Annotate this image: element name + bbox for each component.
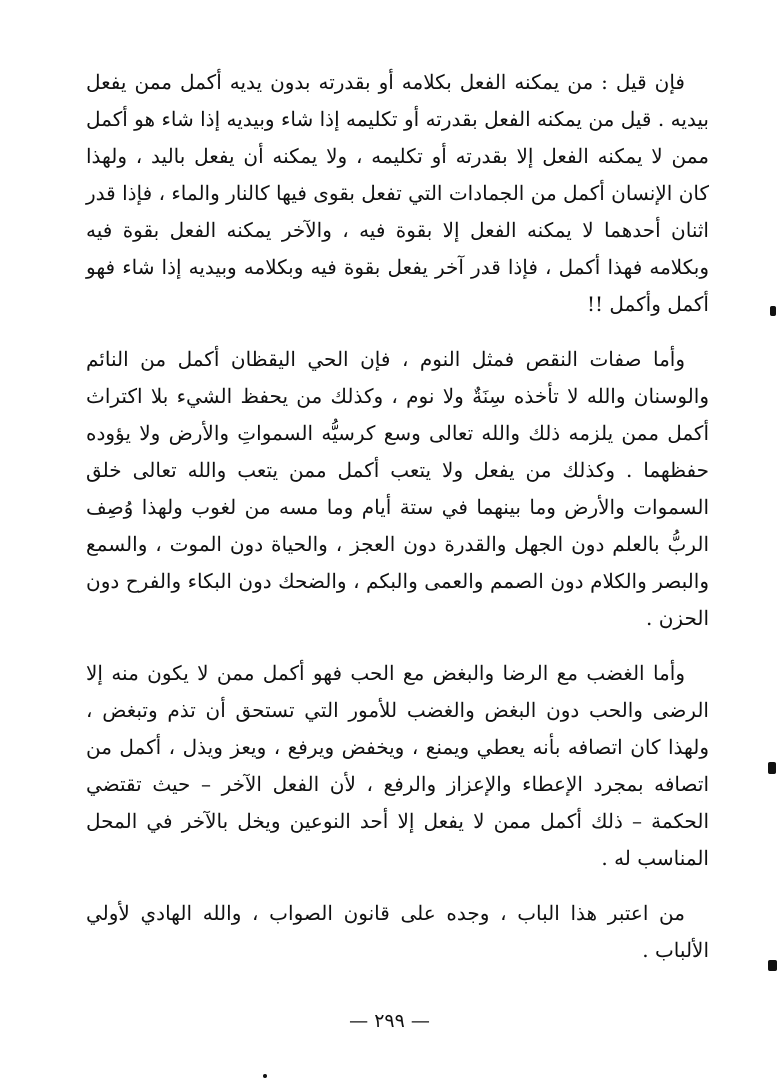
- scan-mark: [770, 306, 776, 316]
- page-number: — ٢٩٩ —: [349, 1010, 430, 1032]
- main-text: [86, 64, 709, 987]
- paragraph-3: وأما الغضب مع الرضا والبغض مع الحب فهو أكمل ممن لا يكون منه إلا الرضى والحب دون البغض والغضب للأمور التي تستحق أن تذم وتبغض ، ولهذا كان اتصافه بأنه يعطي ويمنع ، ويخفض ويرفع ، ويعز ويذل ، أكمل من اتصافه بمجرد الإعطاء والإعزاز والرفع ، لأن الفعل الآخر – حيث تقتضي الحكمة – ذلك أكمل ممن لا يفعل إلا أحد النوعين ويخل بالآخر في المحل المناسب له .: [86, 661, 709, 870]
- scan-mark: [768, 762, 776, 774]
- paragraph-2: وأما صفات النقص فمثل النوم ، فإن الحي اليقظان أكمل من النائم والوسنان والله لا تأخذه سِنَةٌ ولا نوم ، وكذلك من يحفظ الشيء بلا اكتراث أكمل ممن يلزمه ذلك والله تعالى وسع كرسيُّه السمواتِ والأرض ولا يؤوده حفظهما . وكذلك من يفعل ولا يتعب أكمل ممن يتعب والله تعالى خلق السموات والأرض وما بينهما في ستة أيام وما مسه من لغوب ولهذا وُصِف الربُّ بالعلم دون الجهل والقدرة دون العجز ، والحياة دون الموت ، والسمع والبصر والكلام دون الصمم والعمى والبكم ، والضحك دون البكاء والفرح دون الحزن .: [86, 347, 709, 630]
- paragraph-4: من اعتبر هذا الباب ، وجده على قانون الصواب ، والله الهادي لأولي الألباب .: [86, 901, 709, 962]
- scan-mark: [263, 1074, 267, 1078]
- paragraph-1: فإن قيل : من يمكنه الفعل بكلامه أو بقدرته بدون يديه أكمل ممن يفعل بيديه . قيل من يمكنه الفعل بقدرته أو تكليمه إذا شاء وبيديه إذا شاء هو أكمل ممن لا يمكنه الفعل إلا بقدرته أو تكليمه ، ولا يمكنه أن يفعل باليد ، ولهذا كان الإنسان أكمل من الجمادات التي تفعل بقوى فيها كالنار والماء ، فإذا قدر اثنان أحدهما لا يمكنه الفعل إلا بقوة فيه ، والآخر يمكنه الفعل بقوة فيه وبكلامه فهذا أكمل ، فإذا قدر آخر يفعل بقوة فيه وبكلامه وبيديه إذا شاء فهو أكمل وأكمل !!: [86, 70, 709, 316]
- scan-mark: [768, 960, 777, 971]
